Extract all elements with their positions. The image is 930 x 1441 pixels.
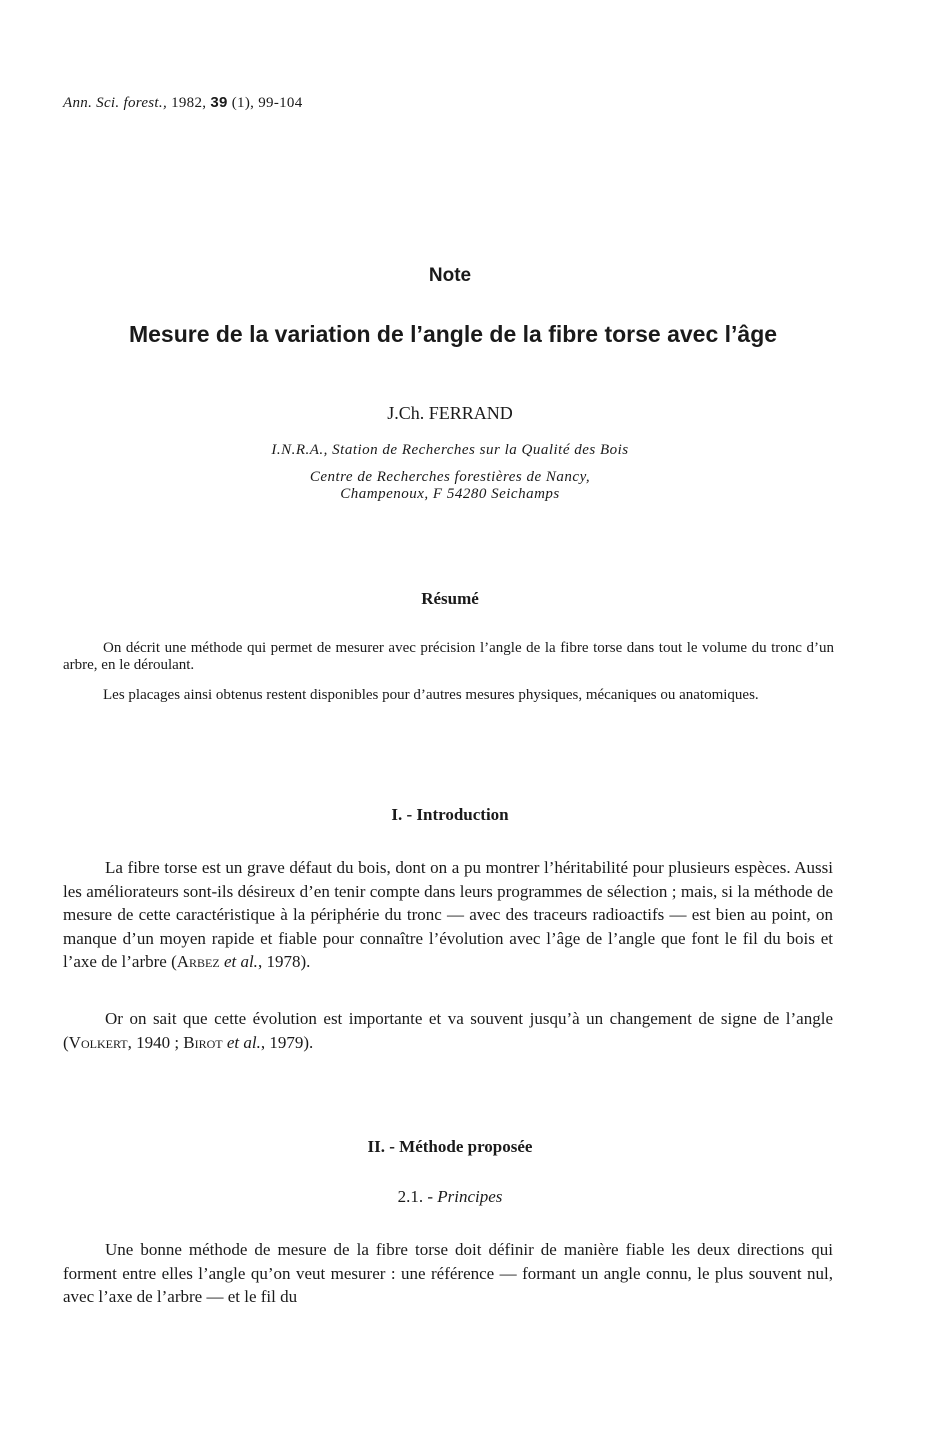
resume-heading: Résumé: [421, 589, 479, 608]
citation-year: , 1978).: [257, 952, 311, 971]
citation-volume: 39: [210, 94, 228, 111]
methode-heading: II. - Méthode proposée: [367, 1137, 533, 1156]
citation-year: , 1940 ;: [127, 1032, 184, 1052]
abstract-paragraph: Les placages ainsi obtenus restent disponibles pour d’autres mesures physiques, mécaniques ou anatomiques.: [103, 687, 759, 703]
affiliation-line: Centre de Recherches forestières de Nancy,: [309, 469, 591, 485]
note-label: Note: [428, 265, 472, 286]
citation-author: Birot: [183, 1032, 223, 1052]
citation-author: Volkert: [68, 1032, 128, 1052]
citation-etal: et al.: [223, 952, 258, 971]
citation-year: 1982,: [171, 95, 207, 111]
citation-year: , 1979).: [260, 1032, 314, 1052]
introduction-heading: I. - Introduction: [391, 805, 509, 824]
paragraph-text: La fibre torse est un grave défaut du bois, dont on a pu montrer l’héritabilité pour plusieurs espèces. Aussi les améliorateurs sont-ils désireux d’en tenir compte dans leurs programmes de sélection ; mais, si la méthode de mesure de cette caractéristique à la périphérie du tronc — avec des traceurs radioactifs — est bien au point, on manque d’un moyen rapide et fiable pour connaître l’évolution avec l’âge de l’angle que font le fil du bois et l’axe de l’arbre (: [63, 858, 833, 971]
affiliation-line: I.N.R.A., Station de Recherches sur la Qualité des Bois: [271, 442, 629, 458]
paragraph-text: Or on sait que cette évolution est importante et va souvent jusqu’à un changement de signe de l’angle (: [63, 1009, 833, 1052]
journal-citation: [63, 94, 303, 112]
subsection-number: 2.1. -: [397, 1187, 433, 1206]
abstract-paragraph: On décrit une méthode qui permet de mesurer avec précision l’angle de la fibre torse dans tout le volume du tronc d’un arbre, en le déroulant.: [63, 640, 834, 673]
paper-title: Mesure de la variation de l’angle de la fibre torse avec l’âge: [128, 321, 778, 347]
methode-paragraph: Une bonne méthode de mesure de la fibre torse doit définir de manière fiable les deux directions qui forment entre elles l’angle qu’on veut mesurer : une référence — formant un angle connu, le plus souvent nul, avec l’axe de l’arbre — et le fil du: [63, 1240, 833, 1306]
subsection-heading: [0, 1187, 900, 1207]
citation-issue-pages: (1), 99-104: [231, 95, 303, 111]
author-name: J.Ch. FERRAND: [387, 403, 513, 423]
citation-etal: et al.: [226, 1032, 261, 1052]
journal-name: Ann. Sci. forest.,: [63, 95, 167, 111]
subsection-title: Principes: [437, 1187, 503, 1206]
citation-author: Arbez: [176, 952, 220, 971]
affiliation-line: Champenoux, F 54280 Seichamps: [340, 486, 560, 502]
introduction-paragraph: [63, 856, 833, 974]
introduction-paragraph: [63, 1007, 833, 1054]
